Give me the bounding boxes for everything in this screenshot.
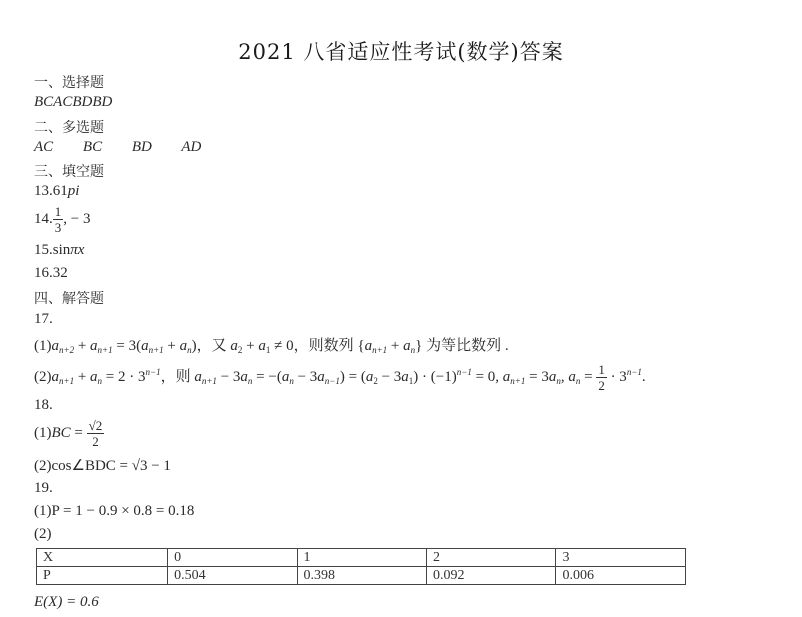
multi-answer-11: BD: [131, 139, 152, 155]
q18-part1: (1)BC = $\frac{√2}{2}$: [34, 418, 103, 449]
multi-answer-12: AD: [181, 139, 202, 155]
answer-13: 13.61pi: [34, 183, 80, 199]
table-cell: 0: [168, 549, 297, 567]
table-cell: 0.504: [168, 567, 297, 585]
q17-part1: $(1)a_{n+2} + a_{n+1} = 3(a_{n+1} + a_n)$，又 $a_2 + a_1 \ne 0$，则数列 $\{a_{n+1} + a_n\}$ 为等比数列 .: [34, 338, 509, 355]
distribution-table: [36, 548, 686, 585]
table-cell: 0.006: [556, 567, 686, 585]
q19-label: 19.: [34, 480, 53, 496]
expectation: E(X) = 0.6: [34, 594, 99, 610]
section-heading-multi: 二、多选题: [34, 120, 104, 136]
fraction: $\frac{√2}{2}$: [88, 418, 103, 449]
q18-part2: (2)cos∠BDC = √3 − 1: [34, 458, 171, 474]
multi-answer-9: AC: [34, 139, 54, 155]
section-heading-fill: 三、填空题: [34, 164, 104, 180]
fraction: $\frac{1}{3}$: [54, 204, 62, 235]
table-row: [37, 549, 686, 567]
q19-part2-label: (2): [34, 526, 52, 542]
q17-label: 17.: [34, 311, 53, 327]
q17-part2: $(2)a_{n+1} + a_n = 2 \cdot 3^{n-1}$，则 $a_{n+1} - 3a_n = -(a_n - 3a_{n-1}) = (a_2 - 3a_1) \cdot (-1)^{n-1} = 0$, $a_{n+1} = 3a_n$, $a_n$ = $\frac{1}{2}$ · $3^{n-1}$.: [34, 362, 646, 393]
answer-14: 14. $\frac{1}{3}$ , − 3: [34, 204, 91, 235]
document-title: 2021 八省适应性考试(数学)答案: [238, 40, 564, 64]
section-heading-solve: 四、解答题: [34, 291, 104, 307]
table-cell: 3: [556, 549, 686, 567]
table-cell: P: [37, 567, 168, 585]
table-cell: X: [37, 549, 168, 567]
fraction: $\frac{1}{2}$: [598, 362, 605, 393]
choice-answers: BCACBDBD: [34, 94, 113, 110]
table-cell: 0.398: [297, 567, 426, 585]
multi-answer-10: BC: [82, 139, 103, 155]
answer-16: 16.32: [34, 265, 68, 281]
table-cell: 2: [427, 549, 556, 567]
multi-answers: [34, 139, 201, 156]
section-heading-choice: 一、选择题: [34, 75, 104, 91]
table-cell: 0.092: [427, 567, 556, 585]
q19-part1: (1)P = 1 − 0.9 × 0.8 = 0.18: [34, 503, 195, 519]
answer-15: 15.sinπx: [34, 242, 85, 258]
table-row: [37, 567, 686, 585]
table-cell: 1: [297, 549, 426, 567]
q18-label: 18.: [34, 397, 53, 413]
